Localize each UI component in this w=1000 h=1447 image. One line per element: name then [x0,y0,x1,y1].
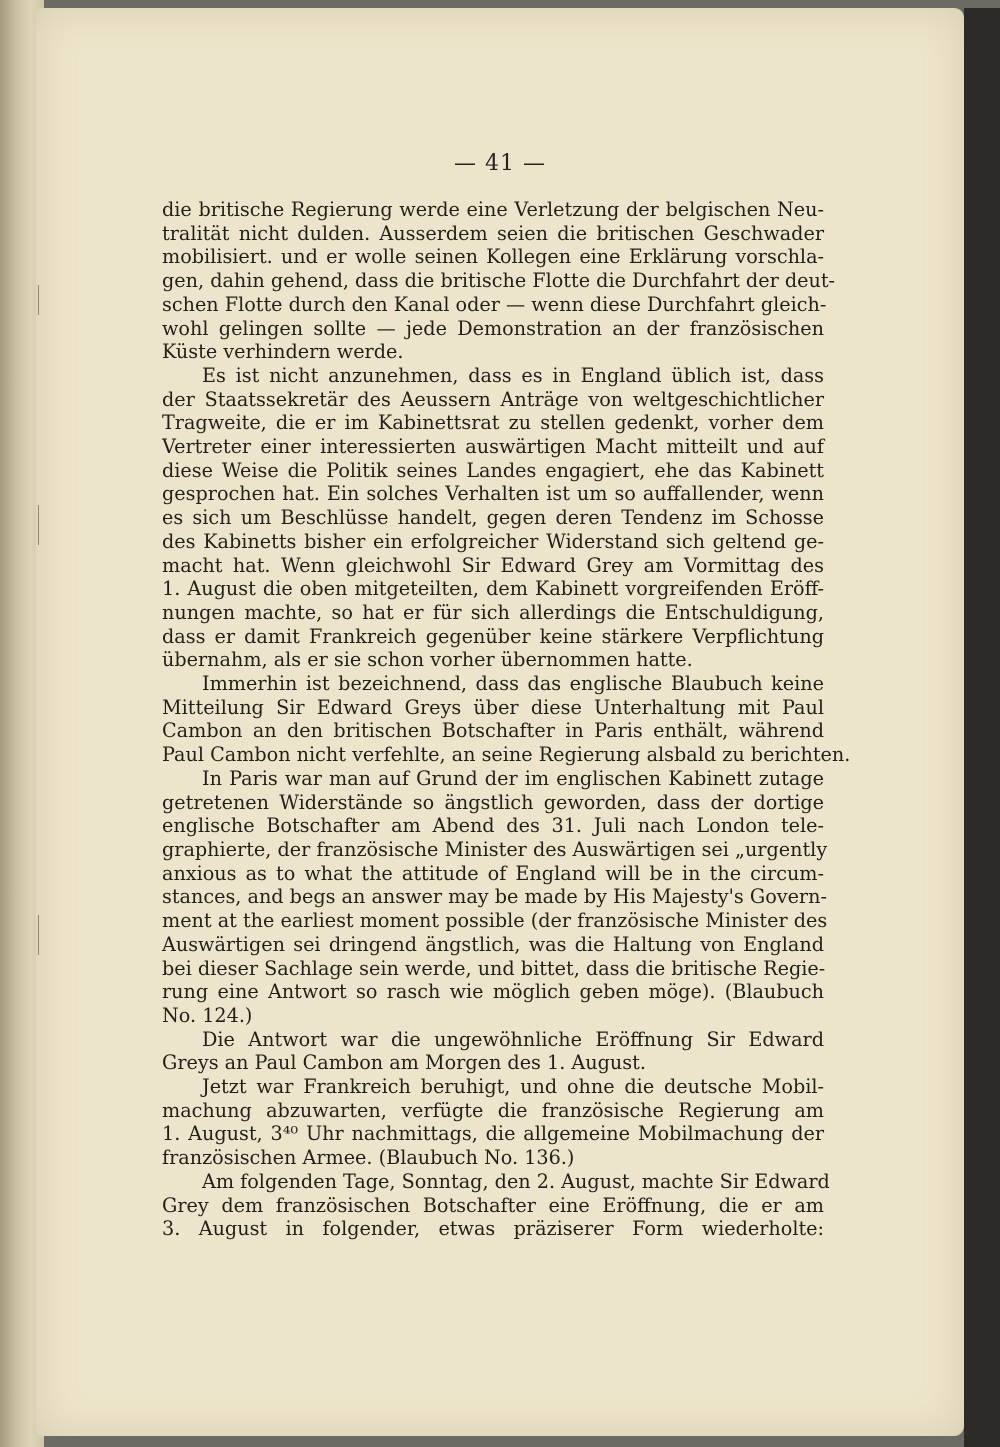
text-line: schen Flotte durch den Kanal oder — wenn diese Durchfahrt gleich- [162,292,827,316]
text-line: Jetzt war Frankreich beruhigt, und ohne die deutsche Mobil- [202,1075,824,1099]
text-line: Mitteilung Sir Edward Greys über diese Unterhaltung mit Paul [162,695,824,719]
text-line: Küste verhindern werde. [162,340,404,364]
text-line: 1. August die oben mitgeteilten, dem Kabinett vorgreifenden Eröff- [162,577,824,601]
text-line: dass er damit Frankreich gegenüber keine stärkere Verpflichtung [162,624,824,648]
text-line: des Kabinetts bisher ein erfolgreicher Widerstand sich geltend ge- [162,529,824,553]
text-line: es sich um Beschlüsse handelt, gegen deren Tendenz im Schosse [162,506,824,530]
text-line: getretenen Widerstände so ängstlich geworden, dass der dortige [162,790,824,814]
text-line: Vertreter einer interessierten auswärtigen Macht mitteilt und auf [162,435,824,459]
text-line: Tragweite, die er im Kabinettsrat zu stellen gedenkt, vorher dem [162,411,824,435]
page-mark [38,505,39,545]
text-line: tralität nicht dulden. Ausserdem seien die britischen Geschwader [162,221,824,245]
text-line: diese Weise die Politik seines Landes engagiert, ehe das Kabinett [162,458,824,482]
text-line: Grey dem französischen Botschafter eine Eröffnung, die er am [162,1193,824,1217]
page-number: — 41 — [454,151,546,176]
text-line: stances, and begs an answer may be made by His Majesty's Govern- [162,885,827,909]
text-line: wohl gelingen sollte — jede Demonstration an der französischen [162,316,824,340]
text-line: machung abzuwarten, verfügte die französische Regierung am [162,1098,824,1122]
text-line: nungen machte, so hat er für sich allerdings die Entschuldigung, [162,600,824,624]
text-line: In Paris war man auf Grund der im englischen Kabinett zutage [202,766,824,790]
text-line: ment at the earliest moment possible (der französische Minister des [162,909,828,933]
text-line: mobilisiert. und er wolle seinen Kollegen eine Erklärung vorschla- [162,245,824,269]
text-line: der Staatssekretär des Aeussern Anträge von weltgeschichtlicher [162,387,824,411]
text-line: anxious as to what the attitude of England will be in the circum- [162,861,824,885]
text-line: Die Antwort war die ungewöhnliche Eröffnung Sir Edward [202,1027,824,1051]
text-line: die britische Regierung werde eine Verletzung der belgischen Neu- [162,198,824,221]
text-line: bei dieser Sachlage sein werde, und bittet, dass die britische Regie- [162,956,826,980]
book-page [36,8,964,1436]
text-line: gen, dahin gehend, dass die britische Flotte die Durchfahrt der deut- [162,269,836,293]
text-line: rung eine Antwort so rasch wie möglich geben möge). (Blaubuch [162,980,824,1004]
text-line: französischen Armee. (Blaubuch No. 136.) [162,1146,575,1170]
text-line: Immerhin ist bezeichnend, dass das englische Blaubuch keine [202,672,824,696]
page-mark [38,285,39,315]
text-line: Auswärtigen sei dringend ängstlich, was die Haltung von England [162,932,824,956]
text-line: Paul Cambon nicht verfehlte, an seine Regierung alsbald zu berichten. [162,743,851,767]
text-line: Greys an Paul Cambon am Morgen des 1. August. [162,1051,646,1075]
text-line: englische Botschafter am Abend des 31. Juli nach London tele- [162,814,824,838]
text-line: graphierte, der französische Minister des Auswärtigen sei „urgently [162,837,828,861]
text-line: Am folgenden Tage, Sonntag, den 2. August, machte Sir Edward [202,1169,830,1193]
body-text [162,198,851,1241]
text-line: Cambon an den britischen Botschafter in Paris enthält, während [162,719,824,743]
text-line: 1. August, 3⁴⁰ Uhr nachmittags, die allgemeine Mobilmachung der [162,1122,824,1146]
page-mark [38,915,39,955]
text-line: gesprochen hat. Ein solches Verhalten ist um so auffallender, wenn [162,482,824,506]
text-line: übernahm, als er sie schon vorher übernommen hatte. [162,648,693,672]
text-line: macht hat. Wenn gleichwohl Sir Edward Grey am Vormittag des [162,553,824,577]
text-line: No. 124.) [162,1003,253,1027]
scan-edge [964,8,1000,1447]
text-line: 3. August in folgender, etwas präziserer Form wiederholte: [162,1217,824,1241]
text-line: Es ist nicht anzunehmen, dass es in England üblich ist, dass [202,363,824,387]
